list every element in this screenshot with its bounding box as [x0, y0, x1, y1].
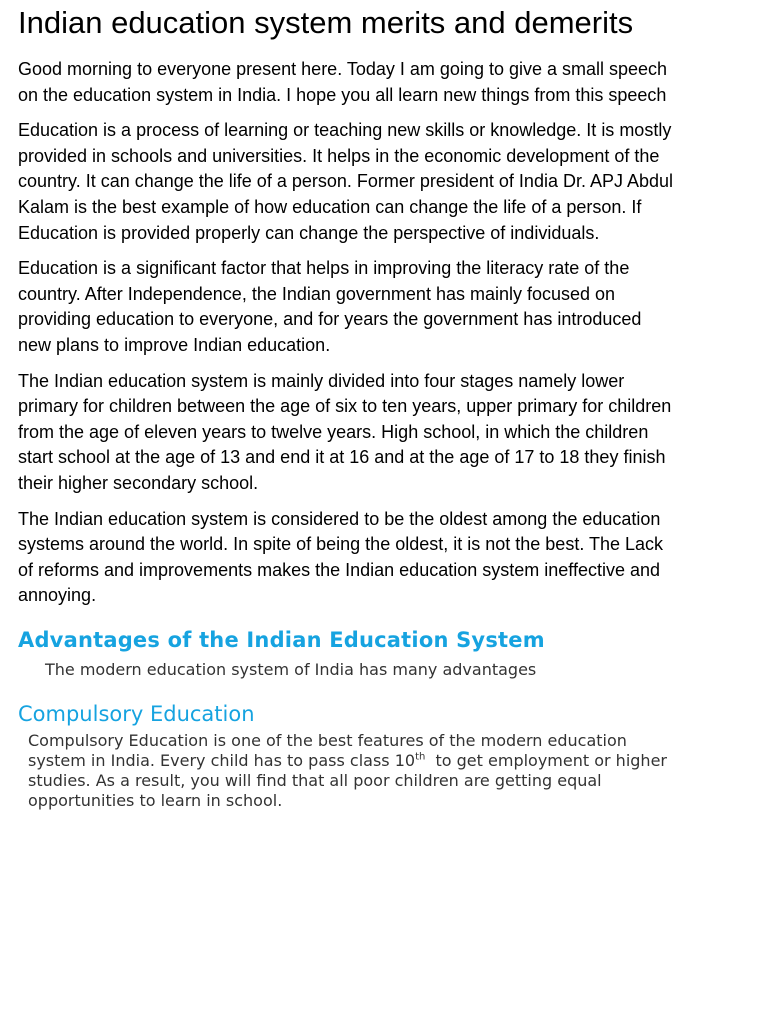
- compulsory-education-heading: Compulsory Education: [18, 701, 255, 726]
- paragraph-oldest: The Indian education system is considered to be the oldest among the education systems around the world. In spite of being the oldest, it is not the best. The Lack of reforms and improvements makes the Indian education system ineffective and annoying.: [18, 508, 664, 606]
- document-page: [18, 0, 678, 811]
- compulsory-text-part1: Compulsory Education is one of the best features of the modern education system in India. Every child has to pass class 10: [28, 730, 627, 770]
- advantages-intro: The modern education system of India has many advantages: [45, 659, 537, 679]
- advantages-heading: Advantages of the Indian Education System: [18, 627, 545, 652]
- compulsory-education-text: [28, 730, 673, 811]
- paragraph-intro: Good morning to everyone present here. Today I am going to give a small speech on the education system in India. I hope you all learn new things from this speech: [18, 59, 668, 105]
- document-title: Indian education system merits and demerits: [18, 5, 634, 40]
- ordinal-superscript: th: [415, 751, 426, 763]
- paragraph-definition: Education is a process of learning or teaching new skills or knowledge. It is mostly provided in schools and universities. It helps in the economic development of the country. It can change the life of a person. Former president of India Dr. APJ Abdul Kalam is the best example of how education can change the life of a person. If Education is provided properly can change the perspective of individuals.: [18, 120, 674, 243]
- compulsory-text-part2: to get employment or higher studies. As a result, you will find that all poor children are getting equal opportunities to learn in school.: [28, 750, 673, 810]
- paragraph-stages: The Indian education system is mainly divided into four stages namely lower primary for children between the age of six to ten years, upper primary for children from the age of eleven years to twelve years. High school, in which the children start school at the age of 13 and end it at 16 and at the age of 17 to 18 they finish their higher secondary school.: [18, 370, 672, 493]
- paragraph-literacy: Education is a significant factor that helps in improving the literacy rate of the country. After Independence, the Indian government has mainly focused on providing education to everyone, and for years the government has introduced new plans to improve Indian education.: [18, 258, 642, 355]
